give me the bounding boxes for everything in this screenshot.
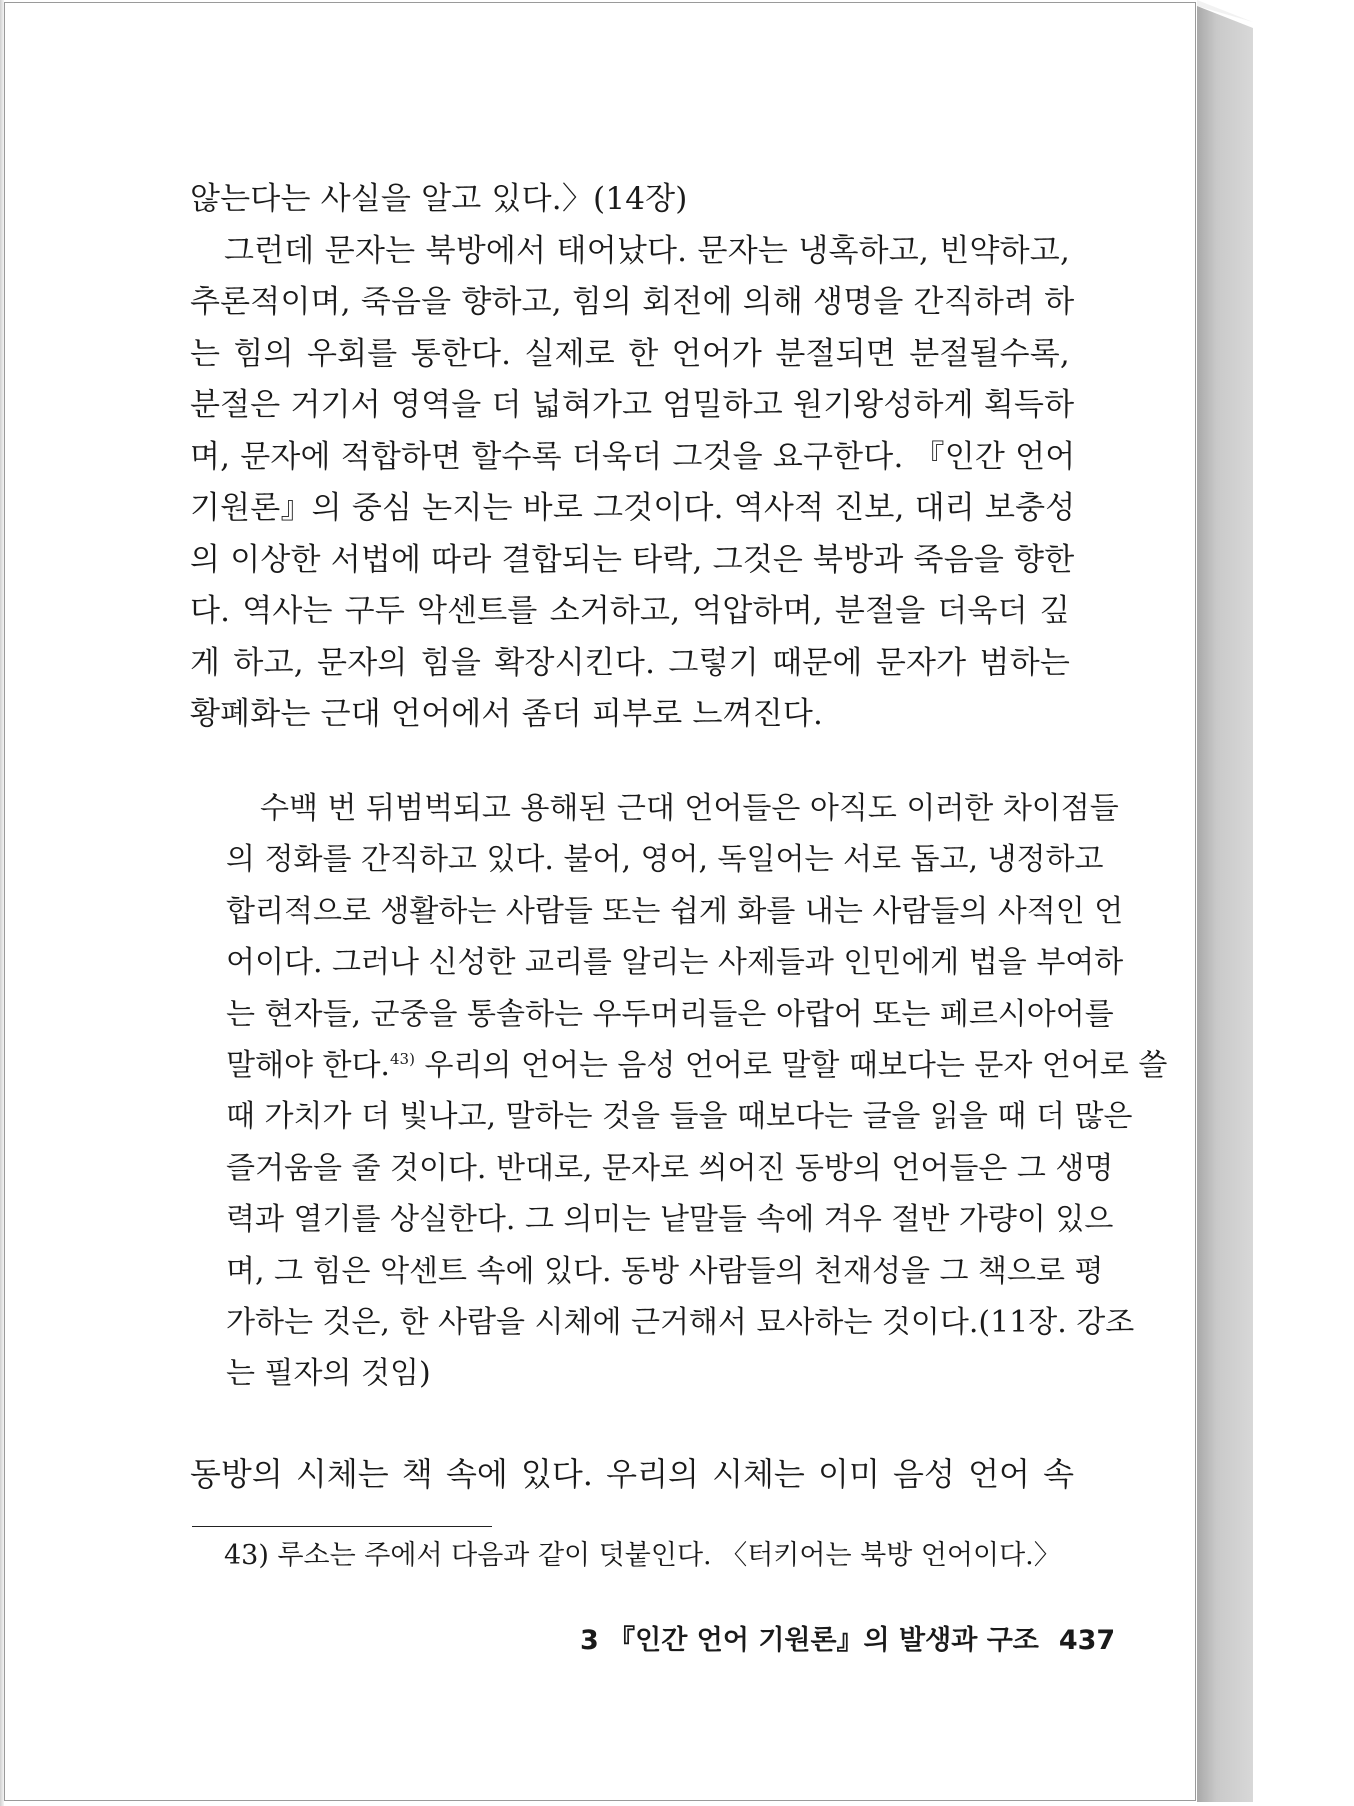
quote-line: 수백 번 뒤범벅되고 용해된 근대 언어들은 아직도 이러한 차이점들 [260, 791, 1119, 826]
text-line: 의 이상한 서법에 따라 결합되는 타락, 그것은 북방과 죽음을 향한 [190, 541, 1075, 578]
book-edge [1197, 6, 1253, 1802]
footnote-divider [192, 1526, 492, 1527]
quote-line: 때 가치가 더 빛나고, 말하는 것을 들을 때보다는 글을 읽을 때 더 많은 [226, 1099, 1133, 1135]
body-paragraph-2 [190, 1448, 1074, 1500]
quote-line: 가하는 것은, 한 사람을 시체에 근거해서 묘사하는 것이다.(11장. 강조 [226, 1305, 1135, 1341]
text-line: 다. 역사는 구두 악센트를 소거하고, 억압하며, 분절을 더욱더 깊 [190, 593, 1070, 629]
text-line: 추론적이며, 죽음을 향하고, 힘의 회전에 의해 생명을 간직하려 하 [190, 284, 1075, 320]
quote-line: 어이다. 그러나 신성한 교리를 알리는 사제들과 인민에게 법을 부여하 [226, 945, 1124, 981]
quote-line: 며, 그 힘은 악센트 속에 있다. 동방 사람들의 천재성을 그 책으로 평 [226, 1253, 1104, 1289]
text-line: 기원론』의 중심 논지는 바로 그것이다. 역사적 진보, 대리 보충성 [190, 490, 1076, 526]
quote-text: 우리의 언어는 음성 언어로 말할 때보다는 문자 언어로 쓸 [424, 1048, 1168, 1084]
text-line: 분절은 거기서 영역을 더 넓혀가고 엄밀하고 원기왕성하게 획득하 [190, 387, 1075, 423]
block-quote [226, 783, 1168, 1400]
footnote-reference[interactable]: 43) [389, 1050, 415, 1069]
text-line: 않는다는 사실을 알고 있다.〉(14장) [190, 181, 688, 217]
footnote-43: 43) 루소는 주에서 다음과 같이 덧붙인다. 〈터키어는 북방 언어이다.〉 [224, 1540, 1061, 1571]
page-number: 437 [1058, 1625, 1116, 1656]
text-line: 며, 문자에 적합하면 할수록 더욱더 그것을 요구한다. 『인간 언어 [190, 438, 1076, 475]
text-line: 게 하고, 문자의 힘을 확장시킨다. 그렇기 때문에 문자가 범하는 [190, 644, 1070, 681]
text-line: 황폐화는 근대 언어에서 좀더 피부로 느껴진다. [190, 696, 824, 732]
quote-line: 의 정화를 간직하고 있다. 불어, 영어, 독일어는 서로 돕고, 냉정하고 [226, 842, 1104, 878]
quote-line: 는 현자들, 군중을 통솔하는 우두머리들은 아랍어 또는 페르시아어를 [226, 996, 1114, 1032]
running-footer [580, 1618, 1115, 1657]
quote-line: 합리적으로 생활하는 사람들 또는 쉽게 화를 내는 사람들의 사적인 언 [226, 893, 1124, 929]
quote-line-with-footnote [226, 1040, 1168, 1091]
quote-line: 는 필자의 것임) [226, 1356, 431, 1392]
chapter-title: 3 『인간 언어 기원론』의 발생과 구조 [580, 1625, 1039, 1656]
text-line: 동방의 시체는 책 속에 있다. 우리의 시체는 이미 음성 언어 속 [190, 1455, 1074, 1493]
text-line: 는 힘의 우회를 통한다. 실제로 한 언어가 분절되면 분절될수록, [190, 335, 1070, 372]
body-paragraph-1 [190, 174, 1076, 741]
quote-text: 말해야 한다. [226, 1048, 390, 1084]
quote-line: 력과 열기를 상실한다. 그 의미는 낱말들 속에 겨우 절반 가량이 있으 [226, 1202, 1114, 1238]
text-line: 그런데 문자는 북방에서 태어났다. 문자는 냉혹하고, 빈약하고, [224, 232, 1070, 269]
quote-line: 즐거움을 줄 것이다. 반대로, 문자로 씌어진 동방의 언어들은 그 생명 [226, 1150, 1114, 1186]
